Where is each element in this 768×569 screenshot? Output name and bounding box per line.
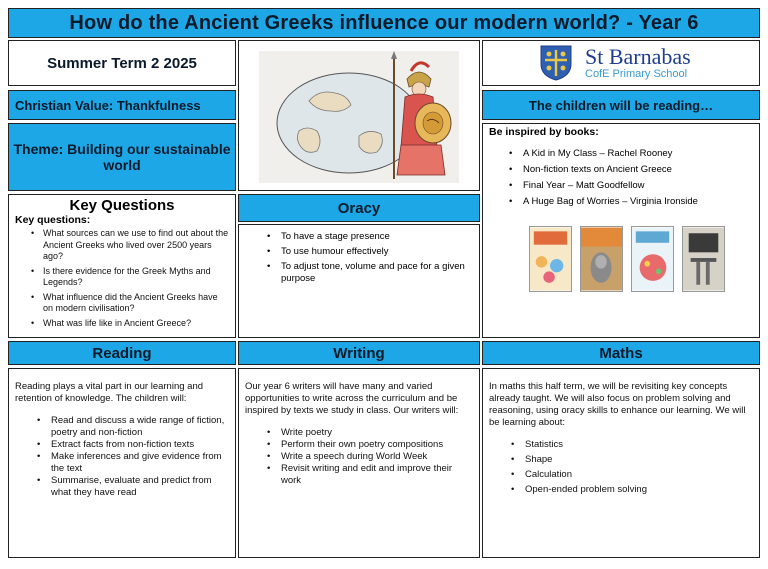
oracy-panel [238,224,480,338]
school-subtitle: CofE Primary School [585,67,688,80]
list-item: • Open-ended problem solving [525,484,753,496]
reading-panel [8,368,236,558]
list-item: • Summarise, evaluate and predict from what they have read [51,475,229,499]
greek-warrior-map-image [239,41,479,190]
book-cover-huge-bag-of-worries [631,226,674,292]
list-item: • Calculation [525,469,753,481]
book-cover-kid-in-my-class [529,226,572,292]
writing-heading: Writing [238,341,480,365]
list-item: • Read and discuss a wide range of fiction, poetry and non-fiction [51,415,229,439]
list-item: • To use humour effectively [281,246,471,258]
list-item: • A Huge Bag of Worries – Virginia Ironside [523,196,753,208]
theme-label: Theme: Building our sustainable world [8,123,236,191]
list-item: • Shape [525,454,753,466]
reading-heading: Reading [8,341,236,365]
writing-list [245,427,473,487]
list-item: • Make inferences and give evidence from the text [51,451,229,475]
key-questions-list [15,228,229,329]
reading-intro: Reading plays a vital part in our learning and retention of knowledge. The children will: [15,381,204,404]
list-item: • A Kid in My Class – Rachel Rooney [523,148,753,160]
key-questions-subheading: Key questions: [15,214,91,226]
maths-list [489,439,753,496]
list-item: • Write a speech during World Week [281,451,473,463]
list-item: • Write poetry [281,427,473,439]
key-questions-panel [8,194,236,338]
christian-value: Christian Value: Thankfulness [8,90,236,120]
writing-intro: Our year 6 writers will have many and varied opportunities to write across the curriculum and be inspired by texts we study in class. Our writers will: [245,381,459,416]
reading-books-panel [482,123,760,338]
maths-heading: Maths [482,341,760,365]
list-item: • Non-fiction texts on Ancient Greece [523,164,753,176]
books-intro: Be inspired by books: [489,126,599,138]
list-item: • Extract facts from non-fiction texts [51,439,229,451]
oracy-heading: Oracy [238,194,480,222]
list-item: • Perform their own poetry compositions [281,439,473,451]
school-crest-icon [539,44,573,82]
reading-books-heading: The children will be reading… [482,90,760,120]
oracy-list [247,231,471,285]
reading-list [15,415,229,499]
list-item: • What was life like in Ancient Greece? [43,318,229,330]
list-item: • Revisit writing and edit and improve their work [281,463,473,487]
school-name: St Barnabas [585,43,691,69]
list-item: • What influence did the Ancient Greeks have on modern civilisation? [43,292,229,315]
book-covers [489,226,753,292]
list-item: • To adjust tone, volume and pace for a given purpose [281,261,471,285]
school-logo [482,40,760,86]
ancient-greek-illustration [238,40,480,191]
maths-panel [482,368,760,558]
list-item: • What sources can we use to find out about the Ancient Greeks who lived over 2500 years ago? [43,228,229,263]
list-item: • To have a stage presence [281,231,471,243]
writing-panel [238,368,480,558]
list-item: • Final Year – Matt Goodfellow [523,180,753,192]
term-label: Summer Term 2 2025 [8,40,236,86]
maths-intro: In maths this half term, we will be revisiting key concepts already taught. We will also focus on problem solving and reasoning, using oracy skills to enhance our learning. We will be learning about: [489,381,746,428]
books-list [489,148,753,208]
page-title: How do the Ancient Greeks influence our modern world? - Year 6 [8,8,760,38]
book-cover-ancient-greece [580,226,623,292]
list-item: • Statistics [525,439,753,451]
book-cover-final-year [682,226,725,292]
key-questions-heading: Key Questions [69,197,175,214]
list-item: • Is there evidence for the Greek Myths and Legends? [43,266,229,289]
